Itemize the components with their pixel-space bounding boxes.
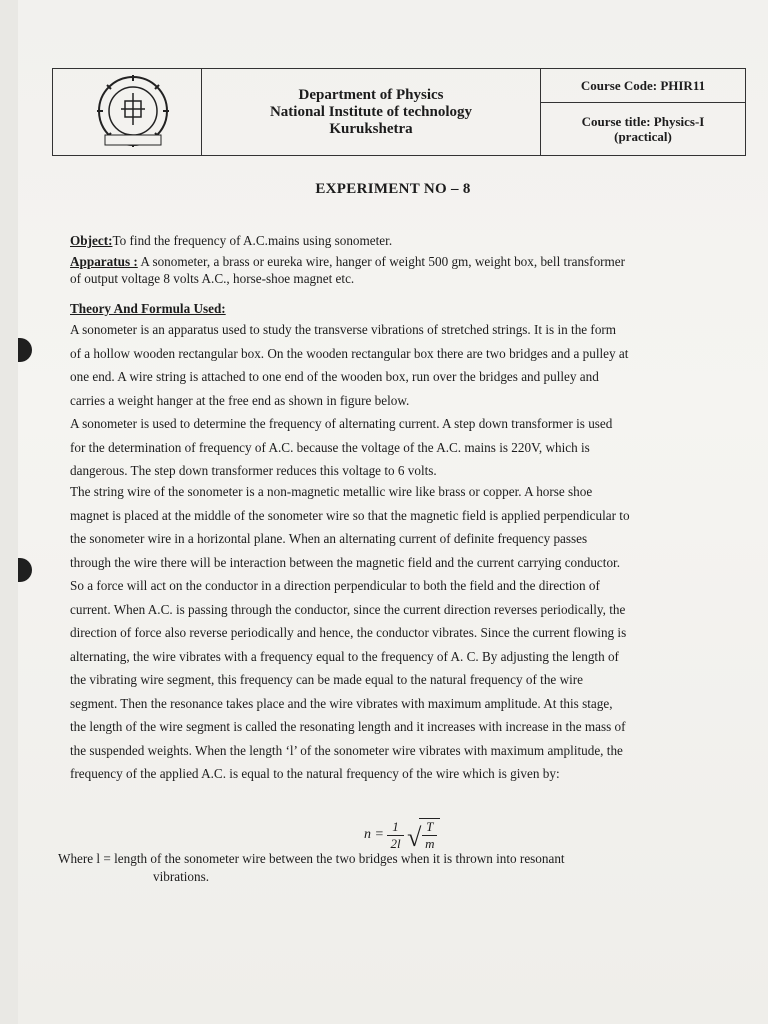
paragraph-line: dangerous. The step down transformer reduces this voltage to 6 volts.	[70, 463, 437, 478]
paragraph-line: The string wire of the sonometer is a non-magnetic metallic wire like brass or copper. A horse shoe	[70, 484, 593, 499]
paragraph-line: of a hollow wooden rectangular box. On the wooden rectangular box there are two bridges and a pulley at	[70, 345, 629, 361]
document-page	[18, 0, 768, 1024]
theory-paragraph-1	[70, 318, 742, 483]
paragraph-line: direction of force also reverse periodically and hence, the conductor vibrates. Since the current flowing is	[70, 625, 627, 640]
paragraph-line: alternating, the wire vibrates with a frequency equal to the frequency of A. C. By adjusting the length of	[70, 648, 619, 664]
theory-heading-block	[70, 297, 742, 321]
paragraph-line: the vibrating wire segment, this frequency can be made equal to the natural frequency of the wire	[70, 672, 584, 687]
paragraph-line: through the wire there will be interaction between the magnetic field and the current carrying conductor.	[70, 554, 620, 570]
course-title-line1: Course title: Physics-I	[581, 114, 705, 129]
paragraph-line: carries a weight hanger at the free end as shown in figure below.	[70, 392, 410, 408]
theory-paragraph-2	[70, 480, 742, 786]
experiment-title: EXPERIMENT NO – 8	[315, 181, 471, 197]
header-table	[52, 68, 746, 156]
paragraph-line: one end. A wire string is attached to one end of the wooden box, run over the bridges and pulley and	[70, 369, 599, 384]
formula-root-denominator: m	[425, 836, 435, 851]
formula-root-fraction	[419, 818, 440, 852]
paragraph-line: the suspended weights. When the length ‘l’ of the sonometer wire vibrates with maximum amplitude, the	[70, 742, 623, 758]
paragraph-line: segment. Then the resonance takes place and the wire vibrates with maximum amplitude. At this stage,	[70, 695, 613, 711]
department-cell	[202, 69, 541, 155]
course-code: Course Code: PHIR11	[541, 69, 745, 103]
paragraph-line: frequency of the applied A.C. is equal to the natural frequency of the wire which is given by:	[70, 766, 560, 781]
formula-root-numerator: T	[422, 819, 437, 836]
paragraph-line: the sonometer wire in a horizontal plane. When an alternating current of definite frequency passes	[70, 531, 588, 546]
binder-hole	[18, 558, 32, 582]
department-name: Department of Physics	[298, 86, 444, 103]
course-title	[541, 103, 745, 155]
binder-hole	[18, 338, 32, 362]
paragraph-line: A sonometer is an apparatus used to study the transverse vibrations of stretched strings. It is in the form	[70, 322, 617, 337]
logo-cell	[53, 69, 202, 155]
apparatus-label: Apparatus :	[70, 254, 138, 269]
object-text: To find the frequency of A.C.mains using sonometer.	[112, 233, 393, 248]
formula-lhs: n =	[364, 827, 384, 843]
formula-square-root: √ $\frac{T}{m}$	[407, 818, 440, 852]
formula-fraction-denominator: 2l	[390, 835, 401, 851]
apparatus-text-line2: of output voltage 8 volts A.C., horse-shoe magnet etc.	[70, 271, 355, 286]
apparatus-section	[70, 253, 742, 287]
paragraph-line: current. When A.C. is passing through the conductor, since the current direction reverses periodically, the	[70, 601, 626, 617]
object-section	[70, 229, 742, 253]
paragraph-line: the length of the wire segment is called the resonating length and it increases with increase in the mass of	[70, 719, 626, 734]
institute-seal-icon	[95, 73, 171, 149]
frequency-formula	[364, 818, 440, 852]
where-definition	[58, 850, 768, 886]
institute-name: National Institute of technology	[269, 103, 473, 120]
formula-fraction-numerator: 1	[387, 819, 403, 836]
where-line-1: Where l = length of the sonometer wire between the two bridges when it is thrown into resonant	[58, 851, 565, 866]
institute-location: Kurukshetra	[329, 120, 413, 137]
object-label: Object:	[70, 233, 113, 248]
course-cell	[541, 69, 745, 155]
apparatus-text-line1: A sonometer, a brass or eureka wire, hanger of weight 500 gm, weight box, bell transformer	[137, 254, 626, 269]
paragraph-line: So a force will act on the conductor in a direction perpendicular to both the field and the direction of	[70, 578, 600, 593]
paragraph-line: magnet is placed at the middle of the sonometer wire so that the magnetic field is applied perpendicular to	[70, 507, 630, 523]
theory-label: Theory And Formula Used:	[70, 301, 226, 316]
paragraph-line: for the determination of frequency of A.C. because the voltage of the A.C. mains is 220V, which is	[70, 439, 590, 455]
where-line-2: vibrations.	[153, 869, 210, 884]
course-title-line2: (practical)	[614, 129, 672, 144]
formula-fraction	[387, 819, 403, 852]
paragraph-line: A sonometer is used to determine the frequency of alternating current. A step down transformer is used	[70, 416, 613, 431]
